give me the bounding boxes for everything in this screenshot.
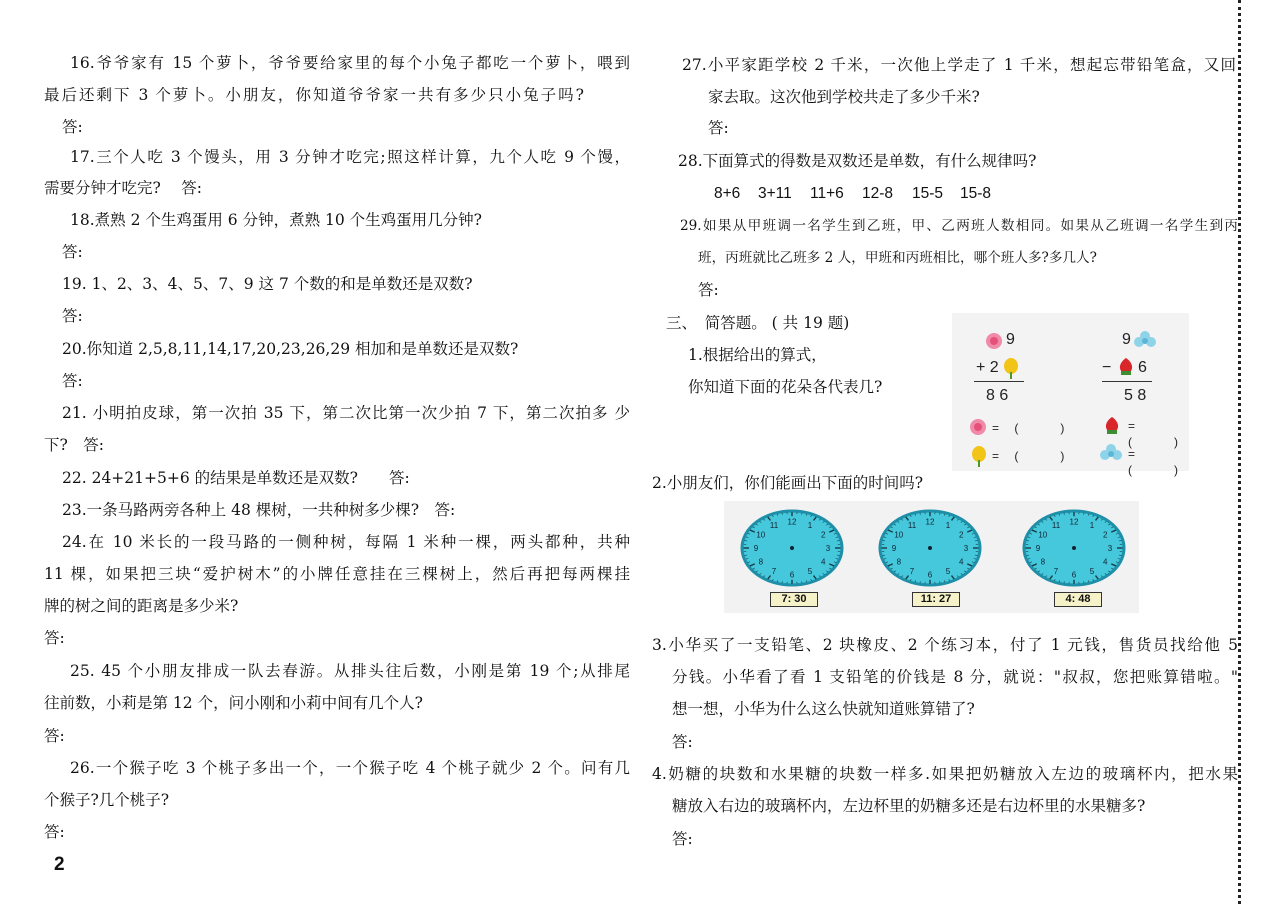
clock-hour-numeral: 3	[1107, 544, 1113, 553]
q27-line2: 家去取。这次他到学校共走了多少千米?	[708, 88, 980, 106]
q18-answer: 答:	[62, 243, 83, 261]
clock-hour-numeral: 11	[907, 520, 917, 530]
clock-hour-numeral: 6	[927, 570, 933, 580]
flower-arithmetic-figure	[952, 313, 1189, 477]
right-diff-result: 5 8	[1124, 387, 1147, 404]
red-flower-icon	[1102, 415, 1122, 437]
yellow-flower-icon	[1002, 357, 1020, 379]
right-diff-minus-digit: 6	[1138, 359, 1147, 376]
s4-answer: 答:	[672, 830, 693, 848]
clock-hour-numeral: 4	[1102, 557, 1108, 567]
q24-line2: 11 棵，如果把三块“爱护树木”的小牌任意挂在三棵树上，然后再把每两棵挂	[44, 565, 630, 583]
q20-answer: 答:	[62, 372, 83, 390]
q21-line1: 21. 小明拍皮球，第一次拍 35 下，第二次比第一次少拍 7 下，第二次拍多 少	[62, 404, 630, 422]
s3-line1: 3.小华买了一支铅笔、2 块橡皮、2 个练习本，付了 1 元钱，售货员找给他 5	[652, 636, 1238, 654]
clock-hour-numeral: 8	[758, 557, 764, 567]
clock-face-icon	[740, 509, 844, 587]
q28-expr-3: 11+6	[810, 185, 844, 202]
clock-hour-numeral: 7	[771, 567, 777, 577]
q27-line1: 27.小平家距学校 2 千米，一次他上学走了 1 千米，想起忘带铅笔盒，又回	[682, 56, 1236, 74]
pink-flower-icon	[984, 331, 1004, 351]
q25-line2: 往前数，小莉是第 12 个，问小刚和小莉中间有几个人?	[44, 694, 423, 712]
blue-flower-answer: = ( )	[1128, 447, 1184, 477]
clock-hour-numeral: 4	[820, 557, 826, 567]
clock-face-icon	[1022, 509, 1126, 587]
clock-hour-numeral: 9	[1035, 544, 1041, 553]
clock-3-time: 4: 48	[1054, 592, 1102, 607]
clock-hour-numeral: 1	[1089, 520, 1095, 530]
section3-heading: 三、 简答题。 ( 共 19 题)	[666, 314, 850, 332]
clock-hour-numeral: 10	[756, 530, 766, 540]
page-number: 2	[54, 854, 65, 875]
q16-line1: 16.爷爷家有 15 个萝卜，爷爷要给家里的每个小兔子都吃一个萝卜，喂到	[70, 54, 630, 72]
q28-expr-2: 3+11	[758, 185, 792, 202]
clock-hour-numeral: 2	[820, 530, 826, 540]
s3-line2: 分钱。小华看了看 1 支铅笔的价钱是 8 分，就说："叔叔，您把账算错啦。"	[672, 668, 1238, 686]
q28-line1: 28.下面算式的得数是双数还是单数，有什么规律吗?	[678, 152, 1037, 170]
q27-answer: 答:	[708, 119, 729, 137]
pink-flower-answer: = ( )	[992, 421, 1071, 435]
clock-1	[740, 509, 844, 591]
clock-hour-numeral: 8	[896, 557, 902, 567]
clock-face-icon	[878, 509, 982, 587]
q21-line2: 下? 答:	[44, 436, 105, 454]
clock-hour-numeral: 10	[894, 530, 904, 540]
clock-hour-numeral: 1	[807, 520, 813, 530]
clock-hour-numeral: 7	[1053, 567, 1059, 577]
clock-hour-numeral: 2	[958, 530, 964, 540]
yellow-flower-icon	[970, 445, 988, 467]
q16-answer: 答:	[62, 118, 83, 136]
q26-answer: 答:	[44, 823, 65, 841]
clock-hour-numeral: 12	[1069, 517, 1079, 527]
s4-line2: 糖放入右边的玻璃杯内，左边杯里的奶糖多还是右边杯里的水果糖多?	[672, 797, 1146, 815]
clock-hour-numeral: 5	[945, 567, 951, 577]
q29-line2: 班，丙班就比乙班多 2 人，甲班和丙班相比，哪个班人多?多几人?	[698, 250, 1097, 266]
clock-2	[878, 509, 982, 591]
clock-hour-numeral: 2	[1102, 530, 1108, 540]
pink-flower-icon	[968, 417, 988, 437]
clock-hour-numeral: 1	[945, 520, 951, 530]
clock-hour-numeral: 9	[891, 544, 897, 553]
clock-1-time: 7: 30	[770, 592, 818, 607]
red-flower-answer: = ( )	[1128, 419, 1184, 449]
clock-hour-numeral: 8	[1040, 557, 1046, 567]
clocks-figure	[724, 501, 1139, 613]
s4-line1: 4.奶糖的块数和水果糖的块数一样多.如果把奶糖放入左边的玻璃杯内，把水果	[652, 765, 1238, 783]
q17-line1: 17.三个人吃 3 个馒头，用 3 分钟才吃完;照这样计算，九个人吃 9 个馒，	[70, 148, 630, 166]
q25-answer: 答:	[44, 727, 65, 745]
left-sum-top: 9	[1006, 331, 1015, 348]
clock-hour-numeral: 7	[909, 567, 915, 577]
clock-hour-numeral: 5	[1089, 567, 1095, 577]
clock-hour-numeral: 3	[963, 544, 969, 553]
clock-hour-numeral: 3	[825, 544, 831, 553]
clock-hour-numeral: 5	[807, 567, 813, 577]
clock-2-time: 11: 27	[912, 592, 960, 607]
clock-hour-numeral: 12	[787, 517, 797, 527]
q24-line1: 24.在 10 米长的一段马路的一侧种树，每隔 1 米种一棵，两头都种，共种	[62, 533, 630, 551]
clock-hour-numeral: 10	[1038, 530, 1048, 540]
right-diff-minus: −	[1102, 359, 1112, 376]
clock-3	[1022, 509, 1126, 591]
s2-line: 2.小朋友们，你们能画出下面的时间吗?	[652, 474, 924, 492]
s3-answer: 答:	[672, 733, 693, 751]
right-diff-rule	[1102, 381, 1152, 382]
q19-answer: 答:	[62, 307, 83, 325]
q24-line3: 牌的树之间的距离是多少米?	[44, 597, 239, 615]
q28-expr-6: 15-8	[960, 185, 992, 202]
q16-line2: 最后还剩下 3 个萝卜。小朋友，你知道爷爷家一共有多少只小兔子吗?	[44, 86, 584, 104]
s1-line1: 1.根据给出的算式，	[688, 346, 827, 364]
q28-expr-4: 12-8	[862, 185, 894, 202]
yellow-flower-answer: = ( )	[992, 449, 1071, 463]
s1-line2: 你知道下面的花朵各代表几?	[688, 378, 883, 396]
left-sum-result: 8 6	[986, 387, 1009, 404]
q19-line1: 19. 1、2、3、4、5、7、9 这 7 个数的和是单数还是双数?	[62, 275, 473, 293]
clock-hour-numeral: 11	[769, 520, 779, 530]
q23-line1: 23.一条马路两旁各种上 48 棵树，一共种树多少棵? 答:	[62, 501, 456, 519]
blue-flower-icon	[1100, 443, 1122, 463]
left-sum-rule	[974, 381, 1024, 382]
q29-answer: 答:	[698, 281, 719, 299]
q24-answer: 答:	[44, 629, 65, 647]
q29-line1: 29.如果从甲班调一名学生到乙班，甲、乙两班人数相同。如果从乙班调一名学生到丙	[680, 218, 1238, 234]
red-flower-icon	[1116, 356, 1136, 378]
clock-hour-numeral: 4	[958, 557, 964, 567]
clock-hour-numeral: 11	[1051, 520, 1061, 530]
q18-line1: 18.煮熟 2 个生鸡蛋用 6 分钟，煮熟 10 个生鸡蛋用几分钟?	[70, 211, 482, 229]
left-sum-plus-row: + 2	[976, 359, 999, 376]
q20-line1: 20.你知道 2,5,8,11,14,17,20,23,26,29 相加和是单数还是双数?	[62, 340, 519, 358]
s3-line3: 想一想，小华为什么这么快就知道账算错了?	[672, 700, 975, 718]
clock-hour-numeral: 9	[753, 544, 759, 553]
clock-hour-numeral: 12	[925, 517, 935, 527]
q26-line1: 26.一个猴子吃 3 个桃子多出一个，一个猴子吃 4 个桃子就少 2 个。问有几	[70, 759, 630, 777]
clock-hour-numeral: 6	[1071, 570, 1077, 580]
page-edge-dotted-line	[1238, 0, 1241, 904]
q17-line2: 需要分钟才吃完? 答:	[44, 179, 202, 197]
blue-flower-icon	[1134, 330, 1156, 350]
clock-hour-numeral: 6	[789, 570, 795, 580]
q28-expr-1: 8+6	[714, 185, 741, 202]
q22-line1: 22. 24+21+5+6 的结果是单数还是双数? 答:	[62, 469, 410, 487]
q26-line2: 个猴子?几个桃子?	[44, 791, 170, 809]
right-diff-top: 9	[1122, 331, 1131, 348]
q28-expr-5: 15-5	[912, 185, 944, 202]
q25-line1: 25. 45 个小朋友排成一队去春游。从排头往后数，小刚是第 19 个;从排尾	[70, 662, 630, 680]
